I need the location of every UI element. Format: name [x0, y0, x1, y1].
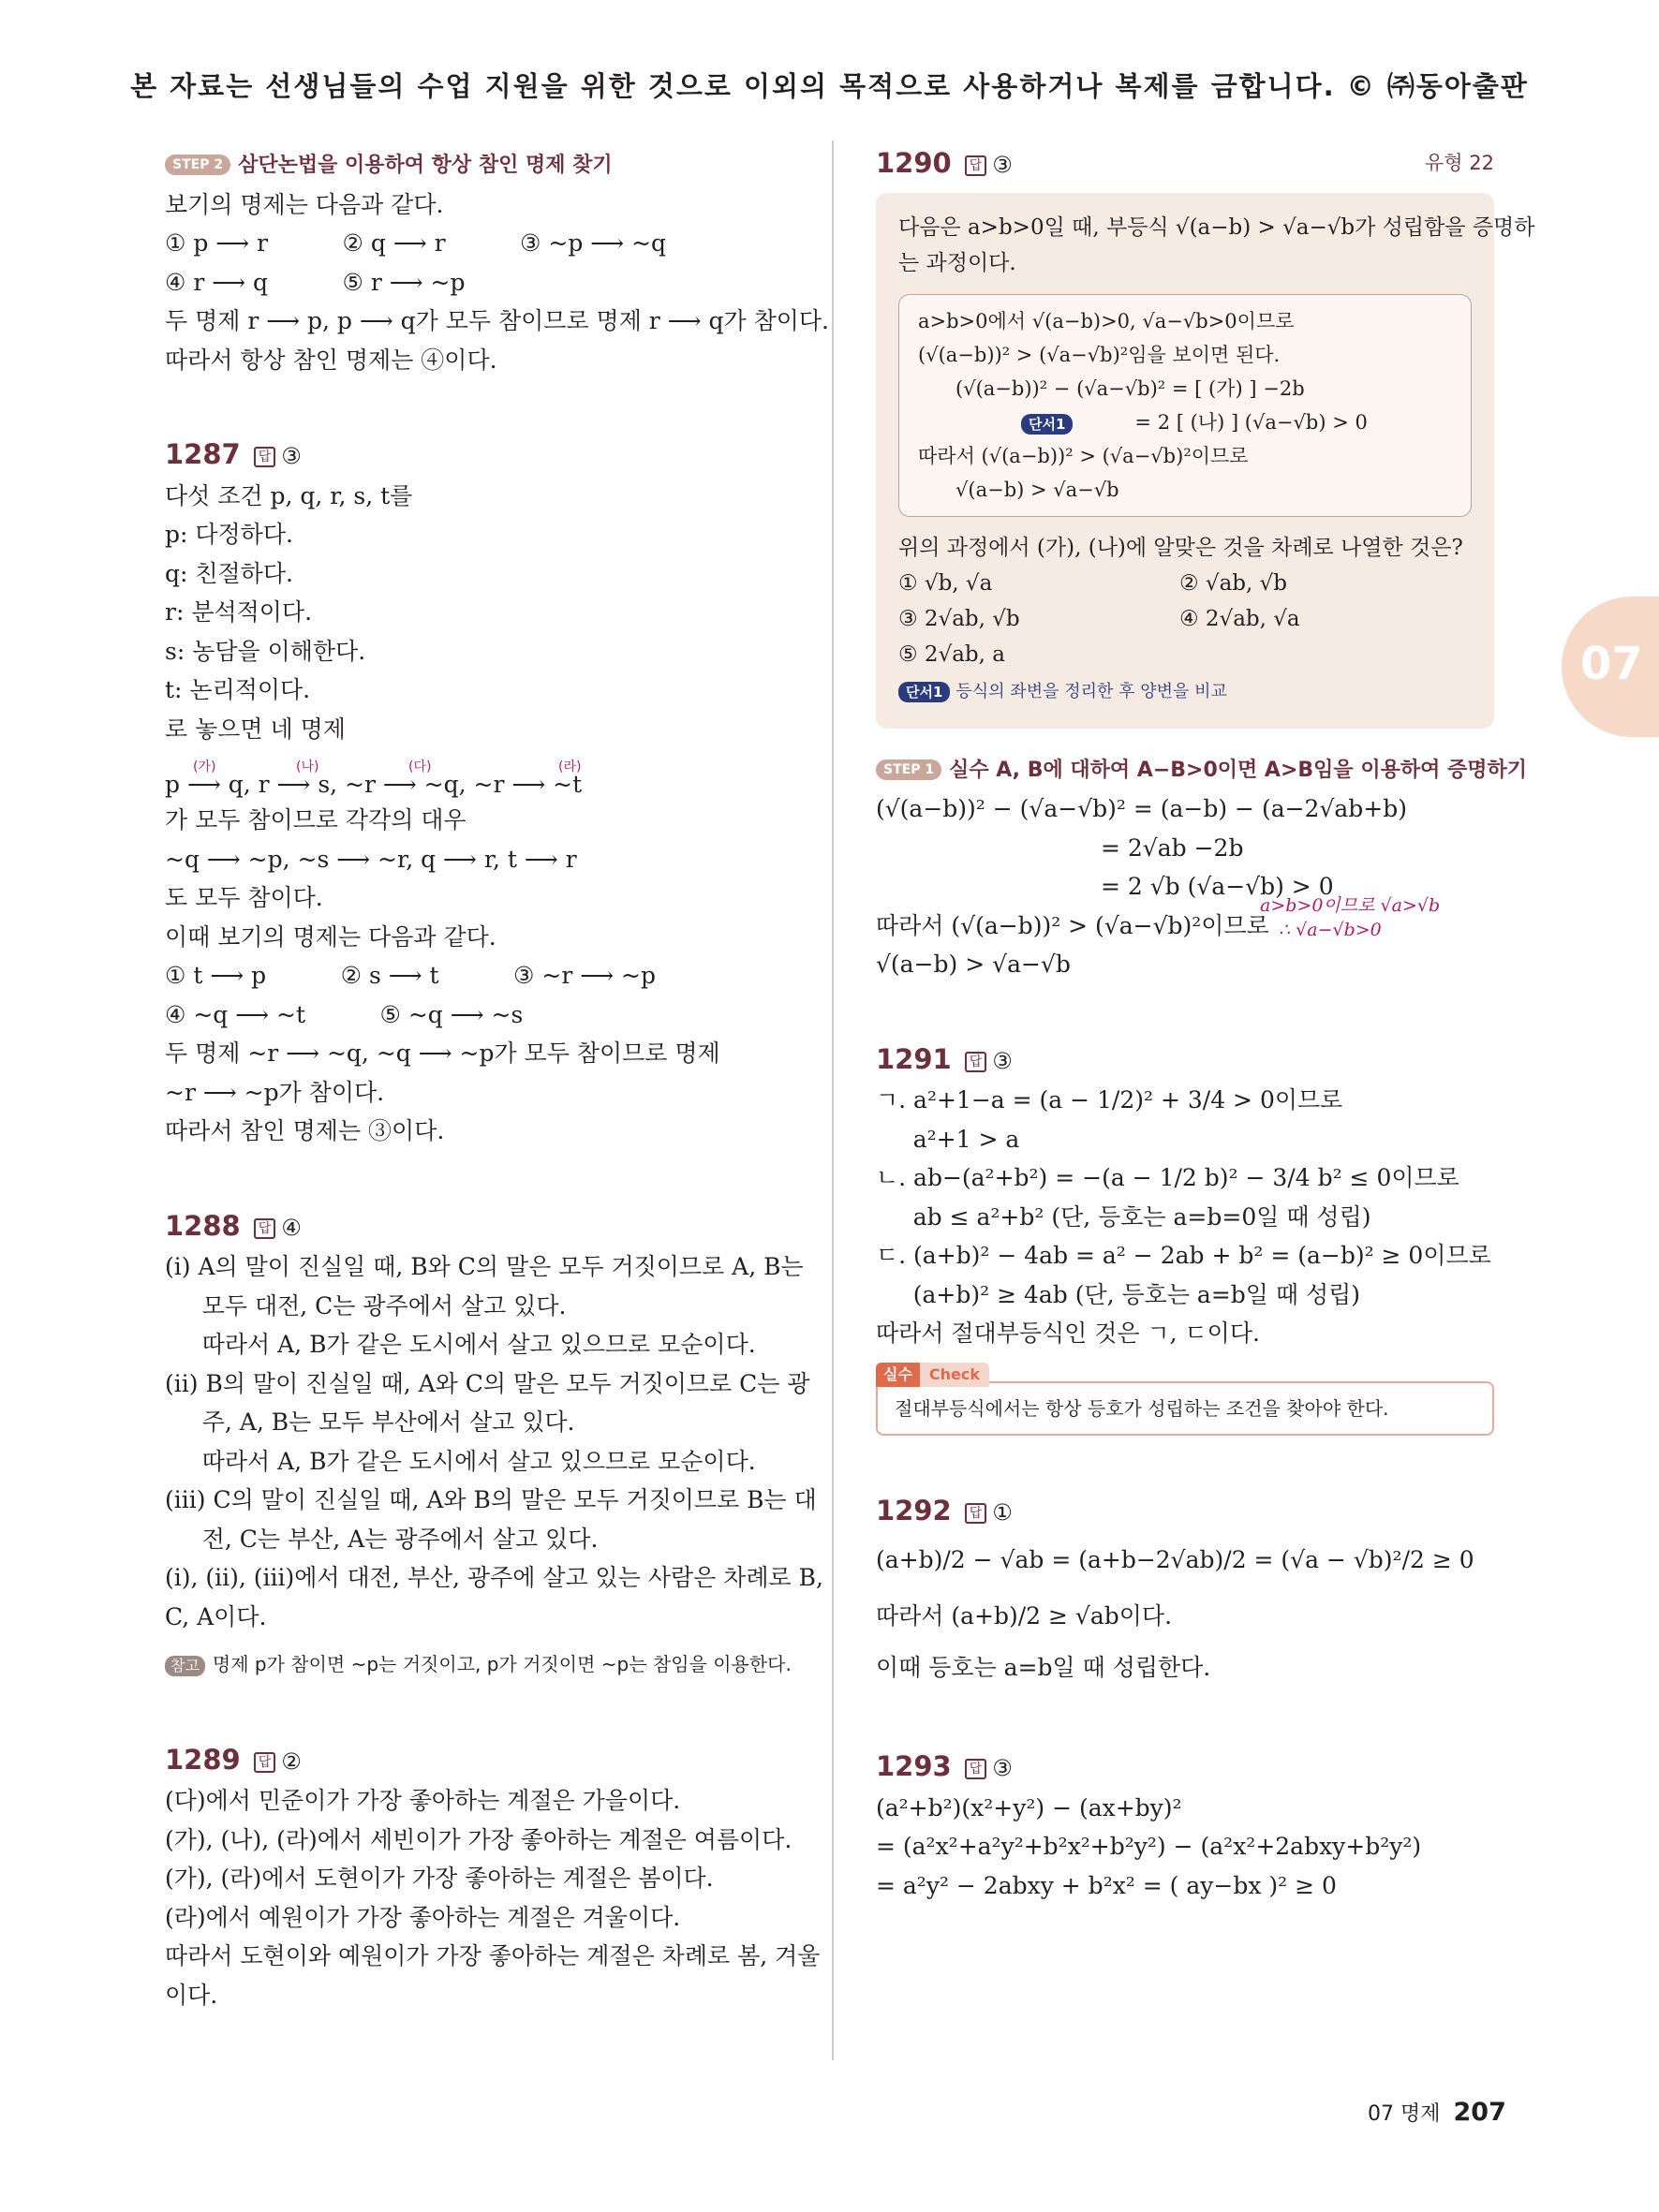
line: 로 놓으면 네 명제 [165, 715, 346, 743]
line: ① p ⟶ r ② q ⟶ r ③ ~p ⟶ ~q [165, 229, 667, 257]
step1-tag: STEP 1 [876, 759, 941, 780]
line: t: 논리적이다. [165, 676, 311, 703]
solution-line [876, 829, 1494, 868]
column-divider [832, 140, 834, 2060]
reference-text: 명제 p가 참이면 ~p는 거짓이고, p가 거짓이면 ~p는 참임을 이용한다. [212, 1653, 792, 1675]
step1-heading [876, 749, 1527, 790]
line: ① t ⟶ p ② s ⟶ t ③ ~r ⟶ ~p [165, 962, 656, 989]
line: ④ r ⟶ q ⑤ r ⟶ ~p [165, 268, 466, 296]
arrow-label: (가) [193, 759, 216, 774]
check-text: 절대부등식에서는 항상 등호가 성립하는 조건을 찾아야 한다. [895, 1396, 1389, 1420]
line: 보기의 명제는 다음과 같다. [165, 190, 444, 218]
line: ㄱ. a²+1−a = (a − 1/2)² + 3/4 > 0이므로 [876, 1086, 1343, 1113]
arrow-label: (라) [558, 759, 582, 774]
line: ~q ⟶ ~p, ~s ⟶ ~r, q ⟶ r, t ⟶ r [165, 845, 577, 873]
line: 따라서 도현이와 예원이가 가장 좋아하는 계절은 차례로 봄, 겨울 [165, 1942, 821, 1969]
option: ① √b, √a [898, 570, 993, 596]
problem-heading-1293 [876, 1747, 1494, 1789]
solution-text: = 2√ab −2b [1101, 833, 1244, 862]
check-tag-a: 실수 [876, 1363, 920, 1387]
footer-chapter: 07 명제 [1368, 2102, 1441, 2126]
hint-tag: 단서1 [898, 682, 950, 702]
problem-intro: 다음은 a>b>0일 때, 부등식 √(a−b) > √a−√b가 성립함을 증명하 [898, 214, 1535, 240]
proof-line: √(a−b) > √a−√b [955, 478, 1119, 501]
line: 가 모두 참이므로 각각의 대우 [165, 806, 467, 833]
problem-type-label: 유형 22 [1425, 152, 1494, 174]
answer-label: 답 [254, 1752, 276, 1773]
answer-value: ① [992, 1498, 1013, 1526]
line: ④ ~q ⟶ ~t ⑤ ~q ⟶ ~s [165, 1000, 524, 1028]
proof-line: a>b>0에서 √(a−b)>0, √a−√b>0이므로 [918, 309, 1295, 332]
line: 따라서 절대부등식인 것은 ㄱ, ㄷ이다. [876, 1320, 1260, 1347]
line: (ⅰ) A의 말이 진실일 때, B와 C의 말은 모두 거짓이므로 A, B는 [165, 1253, 804, 1280]
proof-line [918, 406, 1452, 439]
answer-value: ③ [281, 443, 302, 469]
line: = (a²x²+a²y²+b²x²+b²y²) − (a²x²+2abxy+b²y²) [876, 1833, 1422, 1860]
problem-number: 1288 [165, 1209, 241, 1242]
answer-value: ③ [992, 1047, 1013, 1074]
solution-line [876, 894, 1494, 946]
answer-value: ④ [281, 1214, 302, 1241]
line: a²+1 > a [876, 1125, 1020, 1153]
line: q: 친절하다. [165, 559, 293, 587]
line: (ⅲ) C의 말이 진실일 때, A와 B의 말은 모두 거짓이므로 B는 대 [165, 1486, 817, 1513]
left-column [165, 144, 829, 2014]
answer-label: 답 [254, 1218, 276, 1239]
spacer [165, 379, 802, 435]
problem-number: 1293 [876, 1750, 952, 1782]
page-footer [1368, 2098, 1506, 2127]
solution-line: (√(a−b))² − (√a−√b)² = (a−b) − (a−2√ab+b) [876, 795, 1408, 822]
line: (다)에서 민준이가 가장 좋아하는 계절은 가을이다. [165, 1787, 681, 1814]
problem-number: 1291 [876, 1042, 952, 1075]
line: 이때 등호는 a=b일 때 성립한다. [876, 1654, 1211, 1681]
answer-value: ② [281, 1747, 302, 1775]
line: 이다. [165, 1981, 218, 2009]
step2-heading [165, 144, 802, 185]
problem-number: 1290 [876, 147, 952, 179]
line: (가), (나), (라)에서 세빈이가 가장 좋아하는 계절은 여름이다. [165, 1825, 792, 1853]
line: 이때 보기의 명제는 다음과 같다. [165, 922, 496, 951]
answer-label: 답 [965, 1759, 987, 1779]
problem-heading-1288 [165, 1207, 802, 1248]
problem-heading-1290 [876, 144, 1494, 185]
option: ④ 2√ab, √a [1179, 606, 1300, 631]
line: = a²y² − 2abxy + b²x² = ( ay−bx )² ≥ 0 [876, 1871, 1337, 1899]
reference-tag: 참고 [165, 1656, 205, 1676]
arrow-label: (나) [296, 759, 319, 774]
problem-number: 1292 [876, 1494, 952, 1526]
check-tag [876, 1357, 989, 1389]
proof-box [898, 294, 1472, 517]
problem-number: 1287 [165, 438, 241, 470]
side-note-line: a>b>0이므로 √a>√b [1260, 894, 1441, 916]
solution-line: √(a−b) > √a−√b [876, 951, 1071, 978]
line: 따라서 항상 참인 명제는 ④이다. [165, 346, 497, 374]
line: 도 모두 참이다. [165, 884, 323, 911]
proof-line-text: = 2 [ (나) ] (√a−√b) > 0 [1134, 410, 1368, 434]
problem-heading-1287 [165, 435, 802, 477]
answer-label: 답 [965, 1052, 987, 1072]
problem-box-1290 [876, 193, 1535, 729]
question: 위의 과정에서 (가), (나)에 알맞은 것을 차례로 나열한 것은? [898, 535, 1463, 560]
solution-text: 따라서 (√(a−b))² > (√a−√b)²이므로 [876, 911, 1269, 939]
line: s: 농담을 이해한다. [165, 637, 366, 665]
option: ③ 2√ab, √b [898, 606, 1020, 631]
line: 두 명제 ~r ⟶ ~q, ~q ⟶ ~p가 모두 참이므로 명제 [165, 1040, 720, 1067]
answer-value: ③ [992, 1755, 1013, 1781]
proof-line: (√(a−b))² − (√a−√b)² = [ (가) ] −2b [955, 376, 1305, 400]
line: (a+b)² ≥ 4ab (단, 등호는 a=b일 때 성립) [876, 1280, 1361, 1308]
hint-line [898, 672, 1472, 710]
reference-note [165, 1644, 802, 1685]
side-note [1260, 893, 1440, 942]
line: (가), (라)에서 도현이가 가장 좋아하는 계절은 봄이다. [165, 1865, 714, 1892]
answer-label: 답 [254, 447, 276, 467]
problem-heading-1292 [876, 1492, 1494, 1533]
line: 주, A, B는 모두 부산에서 살고 있다. [165, 1408, 575, 1436]
solution-text: = 2 √b (√a−√b) > 0 [1101, 873, 1334, 900]
problem-number: 1289 [165, 1743, 241, 1776]
line: 따라서 참인 명제는 ③이다. [165, 1117, 445, 1144]
copyright-notice: 본 자료는 선생님들의 수업 지원을 위한 것으로 이외의 목적으로 사용하거나 복제를 금합니다. © ㈜동아출판 [130, 70, 1529, 102]
chapter-number: 07 [1580, 638, 1643, 690]
step2-tag: STEP 2 [165, 155, 230, 175]
line: ㄴ. ab−(a²+b²) = −(a − 1/2 b)² − 3/4 b² ≤ 0이므로 [876, 1164, 1459, 1191]
step1-title: 실수 A, B에 대하여 A−B>0이면 A>B임을 이용하여 증명하기 [949, 758, 1527, 782]
problem-heading-1291 [876, 1040, 1494, 1082]
line: ~r ⟶ ~p가 참이다. [165, 1078, 385, 1106]
option: ② √ab, √b [1179, 570, 1288, 596]
page-number: 207 [1453, 2098, 1506, 2127]
line: r: 분석적이다. [165, 598, 313, 626]
hint-text: 등식의 좌변을 정리한 후 양변을 비교 [955, 681, 1227, 701]
answer-value: ③ [992, 152, 1013, 178]
problem-intro: 는 과정이다. [898, 250, 1016, 275]
chapter-side-tab [1562, 597, 1659, 737]
line: 따라서 A, B가 같은 도시에서 살고 있으므로 모순이다. [165, 1447, 756, 1475]
line: (ⅱ) B의 말이 진실일 때, A와 C의 말은 모두 거짓이므로 C는 광 [165, 1369, 810, 1397]
line: 따라서 (a+b)/2 ≥ √ab이다. [876, 1602, 1173, 1630]
proof-line: (√(a−b))² > (√a−√b)²임을 보이면 된다. [918, 343, 1281, 366]
side-note-line: ∴ √a−√b>0 [1279, 919, 1382, 940]
line: (라)에서 예원이가 가장 좋아하는 계절은 겨울이다. [165, 1903, 681, 1931]
answer-label: 답 [965, 155, 987, 176]
problem-heading-1289 [165, 1741, 802, 1782]
line: 전, C는 부산, A는 광주에서 살고 있다. [165, 1525, 599, 1553]
spacer [165, 1685, 802, 1741]
spacer [876, 1436, 1494, 1492]
answer-label: 답 [965, 1503, 987, 1524]
check-box [876, 1364, 1494, 1436]
proof-line: 따라서 (√(a−b))² > (√a−√b)²이므로 [918, 444, 1249, 467]
line: (a+b)/2 − √ab = (a+b−2√ab)/2 = (√a − √b)²/2 ≥ 0 [876, 1546, 1474, 1573]
line: p: 다정하다. [165, 521, 293, 548]
spacer [876, 1691, 1494, 1747]
hint-tag: 단서1 [1021, 414, 1073, 435]
chain-arrow-labels [165, 748, 802, 774]
spacer [165, 1151, 802, 1207]
line: ab ≤ a²+b² (단, 등호는 a=b=0일 때 성립) [876, 1202, 1371, 1231]
check-tag-b: Check [920, 1363, 989, 1387]
spacer [876, 984, 1494, 1040]
answer-options [898, 566, 1472, 672]
line: 두 명제 r ⟶ p, p ⟶ q가 모두 참이므로 명제 r ⟶ q가 참이다. [165, 307, 829, 334]
line: 다섯 조건 p, q, r, s, t를 [165, 481, 413, 509]
proposition-chain: p ⟶ q, r ⟶ s, ~r ⟶ ~q, ~r ⟶ ~t [165, 771, 583, 798]
line: (a²+b²)(x²+y²) − (ax+by)² [876, 1793, 1182, 1821]
option: ⑤ 2√ab, a [898, 641, 1005, 667]
arrow-label: (다) [408, 759, 432, 774]
step2-title: 삼단논법을 이용하여 항상 참인 명제 찾기 [238, 154, 613, 177]
line: (ⅰ), (ⅱ), (ⅲ)에서 대전, 부산, 광주에 살고 있는 사람은 차례로 B, [165, 1564, 823, 1591]
line: 따라서 A, B가 같은 도시에서 살고 있으므로 모순이다. [165, 1331, 756, 1358]
line: ㄷ. (a+b)² − 4ab = a² − 2ab + b² = (a−b)² ≥ 0이므로 [876, 1242, 1491, 1269]
line: C, A이다. [165, 1602, 267, 1630]
line: 모두 대전, C는 광주에서 살고 있다. [165, 1291, 567, 1320]
right-column [876, 144, 1535, 1905]
